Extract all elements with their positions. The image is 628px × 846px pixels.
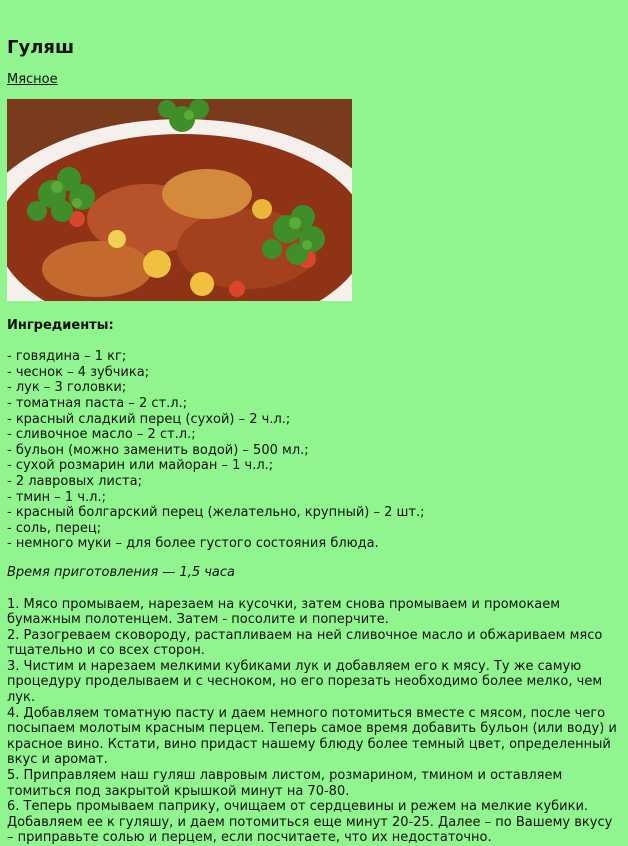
ingredient-item: - немного муки – для более густого состояния блюда. [7,536,621,552]
ingredient-item: - тмин – 1 ч.л.; [7,490,621,506]
step-item: 3. Чистим и нарезаем мелкими кубиками лук и добавляем его к мясу. Ту же самую процедуру проделываем и с чесноком, но его порезать необходимо более мелко, чем лук. [7,659,621,706]
ingredient-item: - 2 лавровых листа; [7,474,621,490]
step-item: 5. Приправляем наш гуляш лавровым листом, розмарином, тмином и оставляем томиться под закрытой крышкой минут на 70-80. [7,768,621,799]
ingredient-item: - сливочное масло – 2 ст.л.; [7,427,621,443]
ingredient-item: - томатная паста – 2 ст.л.; [7,396,621,412]
ingredients-heading: Ингредиенты: [7,318,621,334]
step-item: 2. Разогреваем сковороду, растапливаем на ней сливочное масло и обжариваем мясо тщательно и со всех сторон. [7,628,621,659]
ingredient-item: - красный сладкий перец (сухой) – 2 ч.л.; [7,412,621,428]
cooking-time: Время приготовления — 1,5 часа [7,565,621,581]
step-item: 4. Добавляем томатную пасту и даем немного потомиться вместе с мясом, после чего посыпаем молотым красным перцем. Теперь самое время добавить бульон (или воду) и красное вино. Кстати, вино придаст нашему блюду более темный цвет, определенный вкус и аромат. [7,706,621,768]
ingredient-item: - красный болгарский перец (желательно, крупный) – 2 шт.; [7,505,621,521]
recipe-title: Гуляш [7,36,621,60]
ingredient-item: - чеснок – 4 зубчика; [7,365,621,381]
dish-photo-image [7,99,352,301]
ingredient-item: - бульон (можно заменить водой) – 500 мл.; [7,443,621,459]
ingredient-item: - сухой розмарин или майоран – 1 ч.л.; [7,458,621,474]
ingredient-item: - лук – 3 головки; [7,380,621,396]
ingredient-item: - соль, перец; [7,521,621,537]
ingredient-item: - говядина – 1 кг; [7,349,621,365]
steps-list [7,597,621,846]
dish-photo [7,99,352,301]
category-link[interactable]: Мясное [7,72,58,88]
step-item: 6. Теперь промываем паприку, очищаем от сердцевины и режем на мелкие кубики. Добавляем ее к гуляшу, и даем потомиться еще минут 20-25. Далее – по Вашему вкусу – приправьте солью и перцем, если посчитаете, что их недостаточно. [7,799,621,846]
ingredients-list [7,349,621,552]
step-item: 1. Мясо промываем, нарезаем на кусочки, затем снова промываем и промокаем бумажным полотенцем. Затем - посолите и поперчите. [7,597,621,628]
recipe-article [7,36,621,846]
